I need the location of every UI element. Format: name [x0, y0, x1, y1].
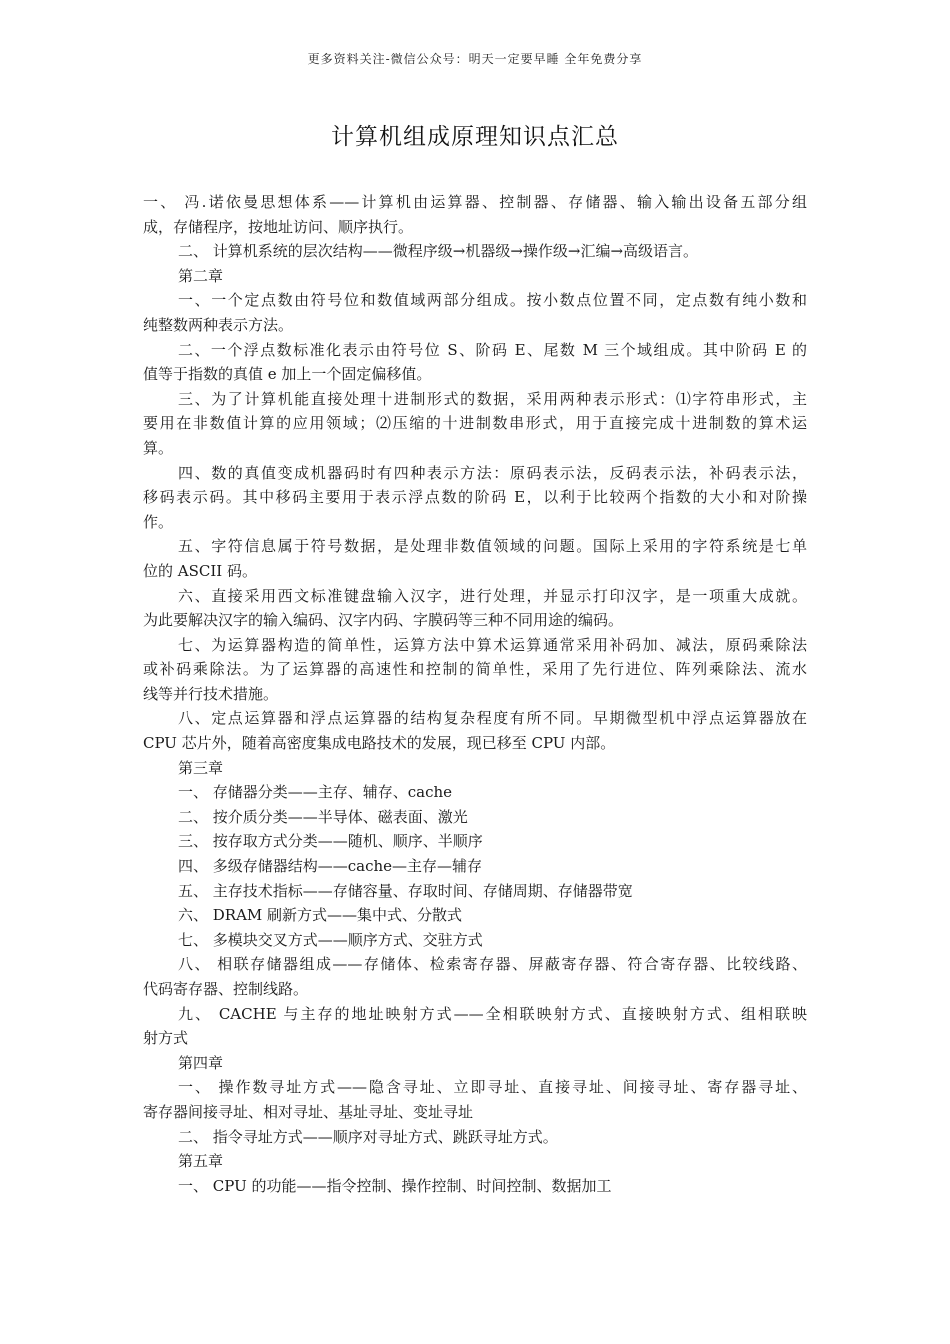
- text-line: 二、 计算机系统的层次结构——微程序级→机器级→操作级→汇编→高级语言。: [178, 242, 699, 261]
- text-line: 六、直接采用西文标准键盘输入汉字，进行处理，并显示打印汉字，是一项重大成就。: [178, 586, 807, 605]
- text-line: 二、 按介质分类——半导体、磁表面、激光: [178, 807, 468, 826]
- text-line: 第四章: [178, 1053, 224, 1072]
- text-line: 第五章: [178, 1152, 224, 1171]
- text-line: 八、 相联存储器组成——存储体、检索寄存器、屏蔽寄存器、符合寄存器、比较线路、: [178, 955, 807, 974]
- text-line: 九、 CACHE 与主存的地址映射方式——全相联映射方式、直接映射方式、组相联映: [178, 1004, 807, 1023]
- text-line: 一、 冯.诺依曼思想体系——计算机由运算器、控制器、存储器、输入输出设备五部分组: [143, 193, 807, 211]
- text-line: 线等并行技术措施。: [143, 684, 279, 703]
- text-line: 五、 主存技术指标——存储容量、存取时间、存储周期、存储器带宽: [178, 881, 633, 900]
- text-line: 寄存器间接寻址、相对寻址、基址寻址、变址寻址: [143, 1102, 474, 1121]
- text-line: 二、 指令寻址方式——顺序对寻址方式、跳跃寻址方式。: [178, 1127, 558, 1146]
- text-line: 二、一个浮点数标准化表示由符号位 S、阶码 E、尾数 M 三个域组成。其中阶码 E 的: [178, 340, 807, 359]
- text-line: 移码表示码。其中移码主要用于表示浮点数的阶码 E，以利于比较两个指数的大小和对阶操: [143, 488, 807, 507]
- text-line: 位的 ASCII 码。: [143, 561, 257, 580]
- text-line: 一、 操作数寻址方式——隐含寻址、立即寻址、直接寻址、间接寻址、寄存器寻址、: [178, 1078, 807, 1097]
- text-line: 要用在非数值计算的应用领域；⑵压缩的十进制数串形式，用于直接完成十进制数的算术运: [143, 414, 807, 433]
- text-line: 算。: [143, 438, 174, 457]
- text-line: 一、 存储器分类——主存、辅存、cache: [178, 783, 453, 802]
- text-line: 第二章: [178, 266, 224, 285]
- text-line: 六、 DRAM 刷新方式——集中式、分散式: [178, 906, 463, 925]
- text-line: CPU 芯片外，随着高密度集成电路技术的发展，现已移至 CPU 内部。: [143, 734, 616, 753]
- text-line: 三、 按存取方式分类——随机、顺序、半顺序: [178, 832, 483, 851]
- text-line: 七、为运算器构造的简单性，运算方法中算术运算通常采用补码加、减法，原码乘除法: [178, 635, 807, 654]
- text-line: 值等于指数的真值 e 加上一个固定偏移值。: [143, 365, 432, 384]
- text-line: 射方式: [143, 1029, 189, 1048]
- text-line: 七、 多模块交叉方式——顺序方式、交驻方式: [178, 930, 483, 949]
- text-line: 一、 CPU 的功能——指令控制、操作控制、时间控制、数据加工: [178, 1176, 612, 1195]
- text-line: 第三章: [178, 758, 224, 777]
- document-title: 计算机组成原理知识点汇总: [331, 124, 619, 150]
- text-line: 作。: [143, 512, 174, 531]
- text-line: 五、字符信息属于符号数据，是处理非数值领域的问题。国际上采用的字符系统是七单: [178, 537, 807, 556]
- text-line: 四、 多级存储器结构——cache—主存—辅存: [178, 857, 483, 876]
- document-body: [143, 190, 807, 1198]
- text-line: 一、一个定点数由符号位和数值域两部分组成。按小数点位置不同，定点数有纯小数和: [178, 291, 807, 310]
- text-line: 四、数的真值变成机器码时有四种表示方法：原码表示法，反码表示法，补码表示法，: [178, 463, 807, 482]
- text-line: 代码寄存器、控制线路。: [143, 980, 309, 998]
- text-line: 三、为了计算机能直接处理十进制形式的数据，采用两种表示形式：⑴字符串形式，主: [178, 389, 807, 408]
- text-line: 为此要解决汉字的输入编码、汉字内码、字膜码等三种不同用途的编码。: [143, 611, 624, 630]
- text-line: 成，存储程序，按地址访问、顺序执行。: [143, 217, 414, 236]
- header-note: 更多资料关注-微信公众号：明天一定要早睡 全年免费分享: [307, 52, 643, 66]
- text-line: 八、定点运算器和浮点运算器的结构复杂程度有所不同。早期微型机中浮点运算器放在: [178, 709, 807, 728]
- text-line: 纯整数两种表示方法。: [143, 315, 294, 334]
- text-line: 或补码乘除法。为了运算器的高速性和控制的简单性，采用了先行进位、阵列乘除法、流水: [143, 660, 807, 679]
